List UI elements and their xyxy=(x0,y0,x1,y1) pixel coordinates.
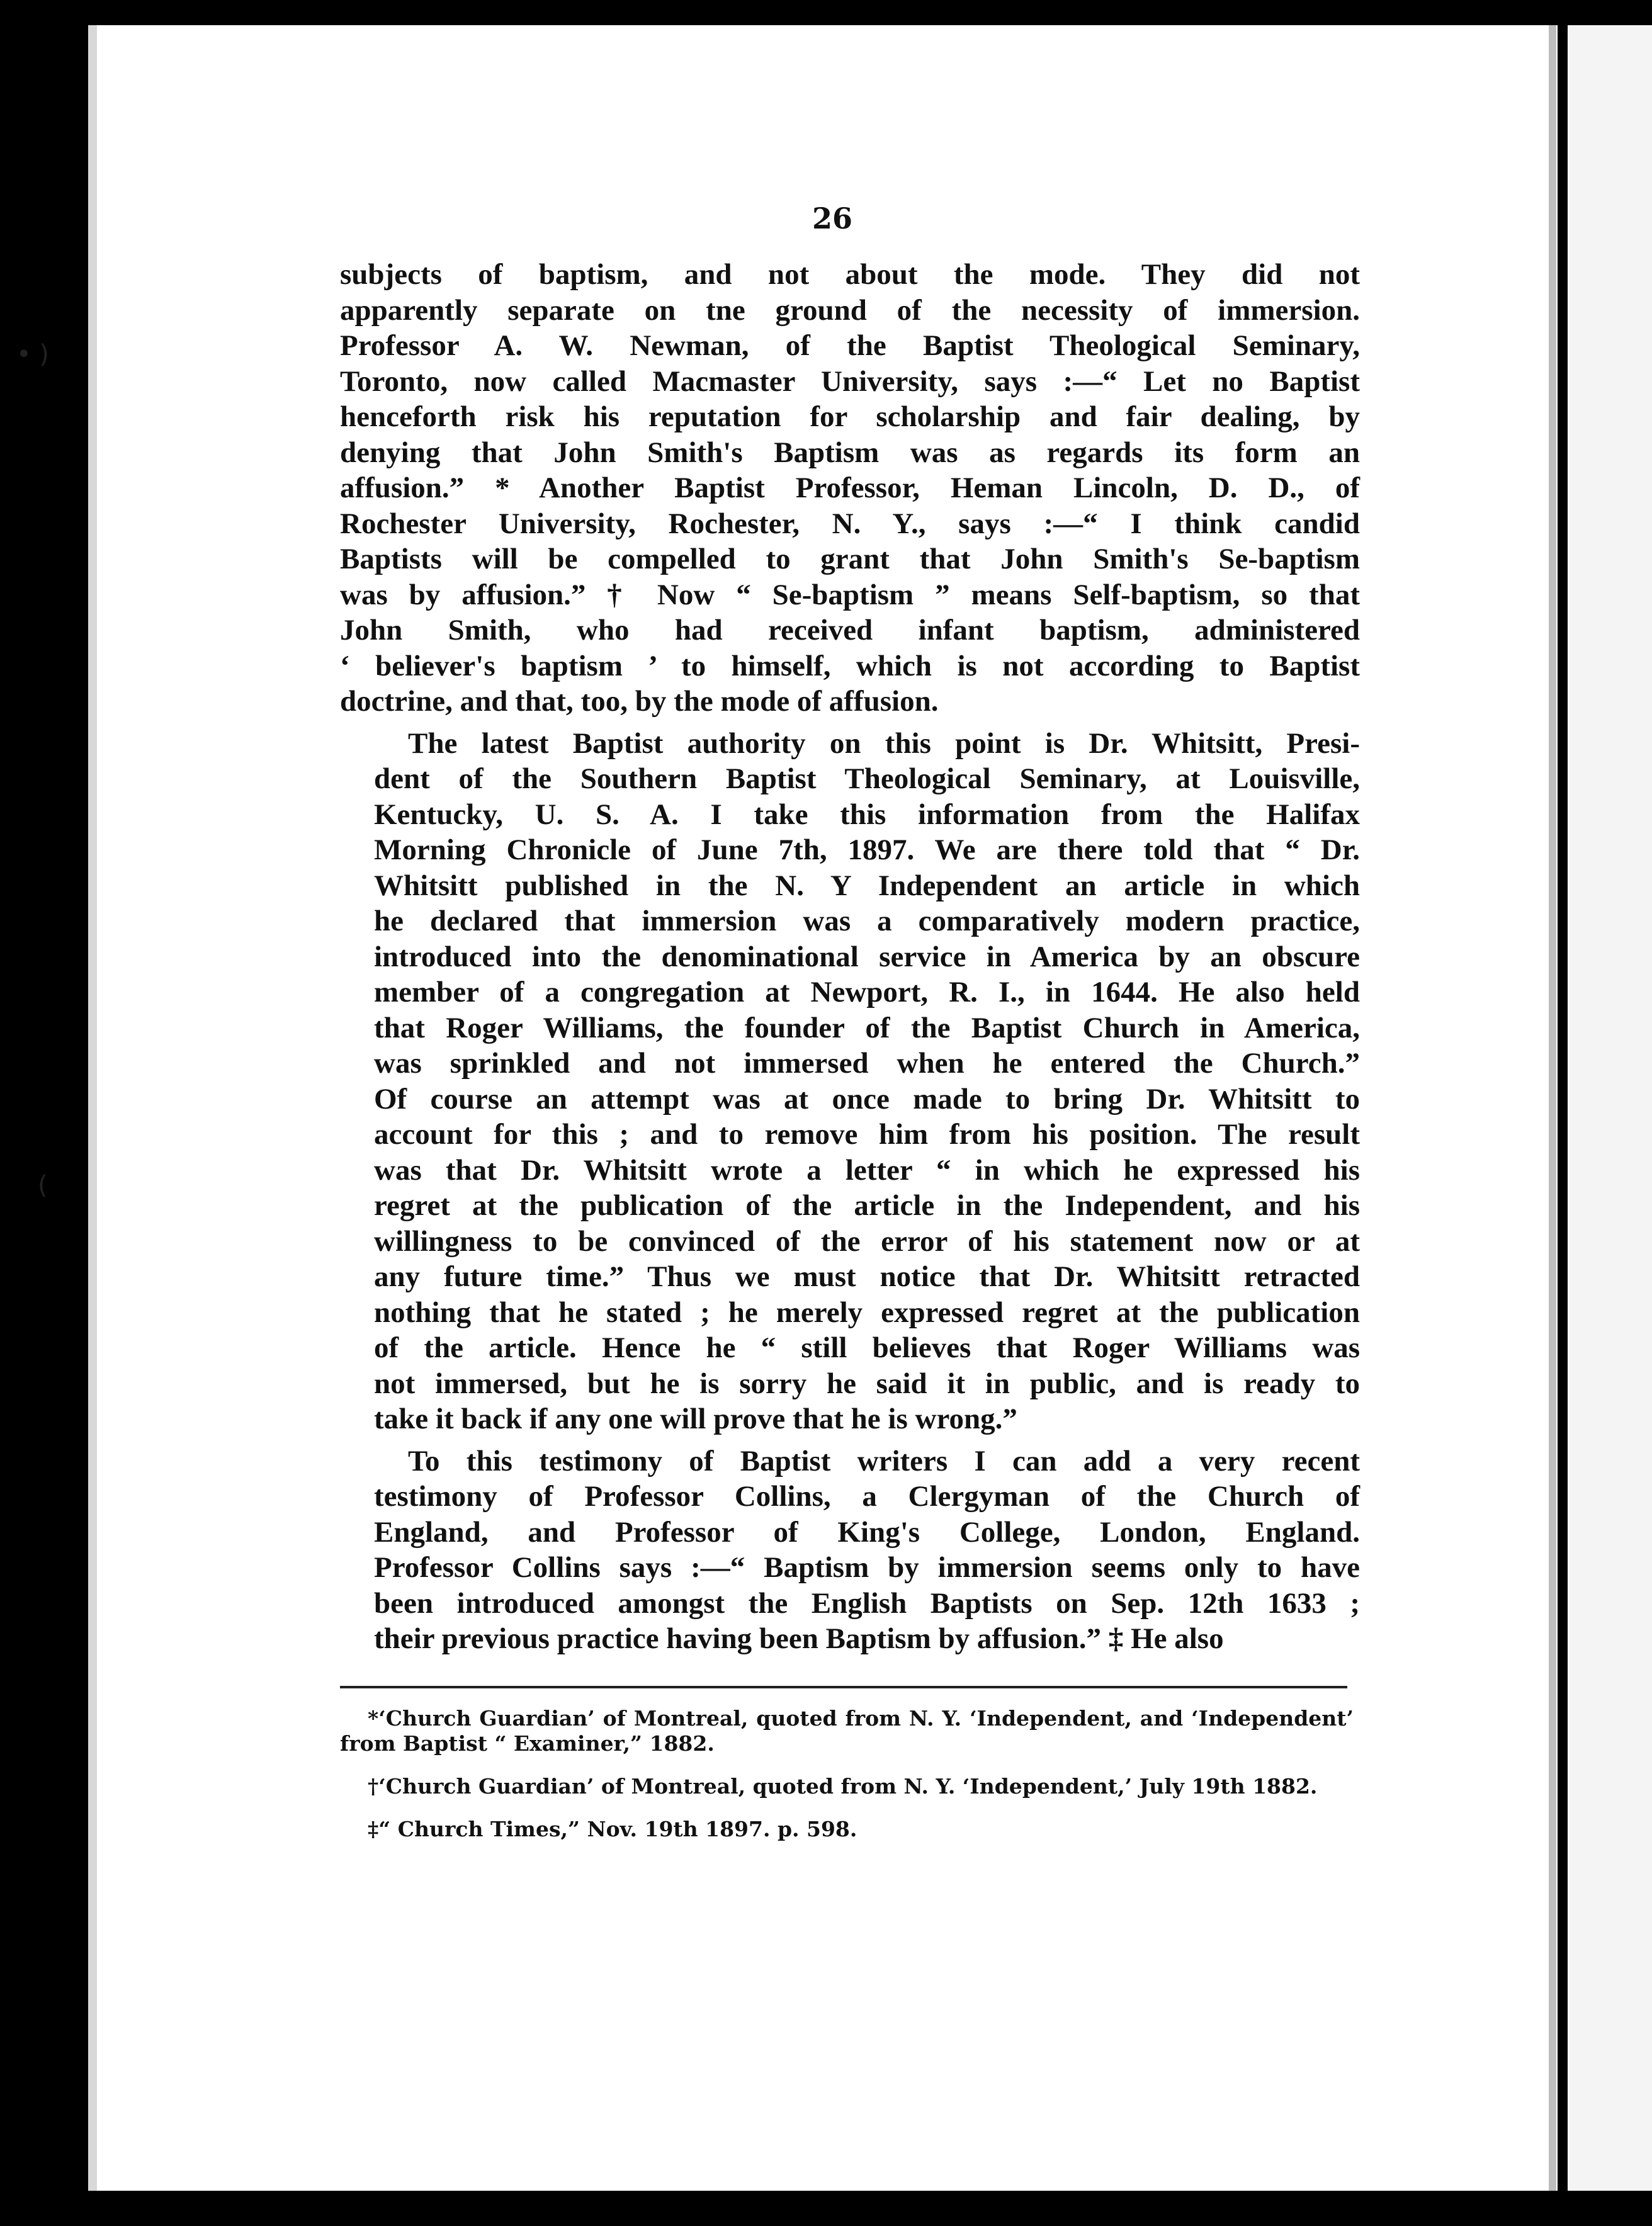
text-line: Baptists will be compelled to grant that John Smith's Se-baptism xyxy=(340,543,1360,575)
text-line: member of a congregation at Newport, R. I., in 1644. He also held xyxy=(374,976,1360,1008)
text-line: was by affusion.” † Now “ Se-baptism ” means Self-baptism, so that xyxy=(340,578,1360,611)
text-line: Professor A. W. Newman, of the Baptist Theological Seminary, xyxy=(340,329,1360,362)
text-line: was that Dr. Whitsitt wrote a letter “ in which he expressed his xyxy=(374,1153,1360,1187)
text-line: dent of the Southern Baptist Theological Seminary, at Louisville, xyxy=(374,762,1360,795)
text-line: account for this ; and to remove him from his position. The result xyxy=(374,1118,1360,1151)
text-line: Of course an attempt was at once made to bring Dr. Whitsitt to xyxy=(374,1082,1360,1116)
text-line: take it back if any one will prove that he is wrong.” xyxy=(374,1403,1017,1435)
text-line: henceforth risk his reputation for scholarship and fair dealing, by xyxy=(340,400,1360,433)
adjacent-page-edge xyxy=(1568,25,1652,2191)
text-line: England, and Professor of King's College, London, England. xyxy=(374,1515,1360,1549)
text-line: willingness to be convinced of the error of his statement now or at xyxy=(374,1224,1360,1258)
text-line: their previous practice having been Baptism by affusion.” ‡ He also xyxy=(374,1622,1224,1655)
footnotes xyxy=(340,1706,1354,1860)
footnote: *‘Church Guardian’ of Montreal, quoted from N. Y. ‘Independent, and ‘Independent’ from Baptist “ Examiner,” 1882. xyxy=(340,1706,1354,1756)
text-line: doctrine, and that, too, by the mode of affusion. xyxy=(340,685,939,718)
text-line: regret at the publication of the article in the Independent, and his xyxy=(374,1189,1360,1222)
text-line: Kentucky, U. S. A. I take this information from the Halifax xyxy=(374,798,1360,831)
text-line: Toronto, now called Macmaster University, says :—“ Let no Baptist xyxy=(340,364,1360,398)
text-line: was sprinkled and not immersed when he entered the Church.” xyxy=(374,1047,1360,1080)
text-line: nothing that he stated ; he merely expressed regret at the publication xyxy=(374,1296,1360,1329)
text-line: affusion.” * Another Baptist Professor, Heman Lincoln, D. D., of xyxy=(340,472,1360,504)
text-line: that Roger Williams, the founder of the Baptist Church in America, xyxy=(374,1011,1360,1044)
text-line: of the article. Hence he “ still believes that Roger Williams was xyxy=(374,1331,1360,1364)
text-line: John Smith, who had received infant baptism, administered xyxy=(340,614,1360,647)
text-line: introduced into the denominational service in America by an obscure xyxy=(374,940,1360,973)
page-gutter xyxy=(1549,25,1556,2191)
paragraph xyxy=(340,726,1360,1437)
text-line: subjects of baptism, and not about the mode. They did not xyxy=(340,258,1360,291)
text-line: any future time.” Thus we must notice that Dr. Whitsitt retracted xyxy=(374,1260,1360,1293)
text-line: To this testimony of Baptist writers I can add a very recent xyxy=(408,1444,1360,1477)
page-number: 26 xyxy=(812,201,853,235)
text-line: ‘ believer's baptism ’ to himself, which is not according to Baptist xyxy=(340,649,1360,682)
paragraph xyxy=(340,257,1360,720)
text-line: Whitsitt published in the N. Y Independent an article in which xyxy=(374,869,1360,902)
text-line: Morning Chronicle of June 7th, 1897. We are there told that “ Dr. xyxy=(374,833,1360,866)
text-line: not immersed, but he is sorry he said it in public, and is ready to xyxy=(374,1367,1360,1400)
text-line: been introduced amongst the English Baptists on Sep. 12th 1633 ; xyxy=(374,1586,1360,1620)
margin-mark: • ) xyxy=(16,340,49,369)
body-text xyxy=(340,257,1360,1657)
footnote-rule xyxy=(340,1686,1347,1688)
footnote: †‘Church Guardian’ of Montreal, quoted from N. Y. ‘Independent,’ July 19th 1882. xyxy=(368,1774,1318,1799)
footnote: ‡“ Church Times,” Nov. 19th 1897. p. 598. xyxy=(368,1817,857,1841)
text-line: testimony of Professor Collins, a Clergyman of the Church of xyxy=(374,1480,1360,1513)
text-line: Rochester University, Rochester, N. Y., says :—“ I think candid xyxy=(340,507,1360,540)
text-line: denying that John Smith's Baptism was as regards its form an xyxy=(340,436,1360,469)
text-line: apparently separate on tne ground of the necessity of immersion. xyxy=(340,293,1360,327)
paragraph xyxy=(340,1444,1360,1657)
text-line: The latest Baptist authority on this point is Dr. Whitsitt, Presi- xyxy=(408,726,1360,760)
margin-mark: ( xyxy=(38,1171,48,1200)
text-line: he declared that immersion was a comparatively modern practice, xyxy=(374,905,1360,937)
text-line: Professor Collins says :—“ Baptism by immersion seems only to have xyxy=(374,1551,1360,1584)
